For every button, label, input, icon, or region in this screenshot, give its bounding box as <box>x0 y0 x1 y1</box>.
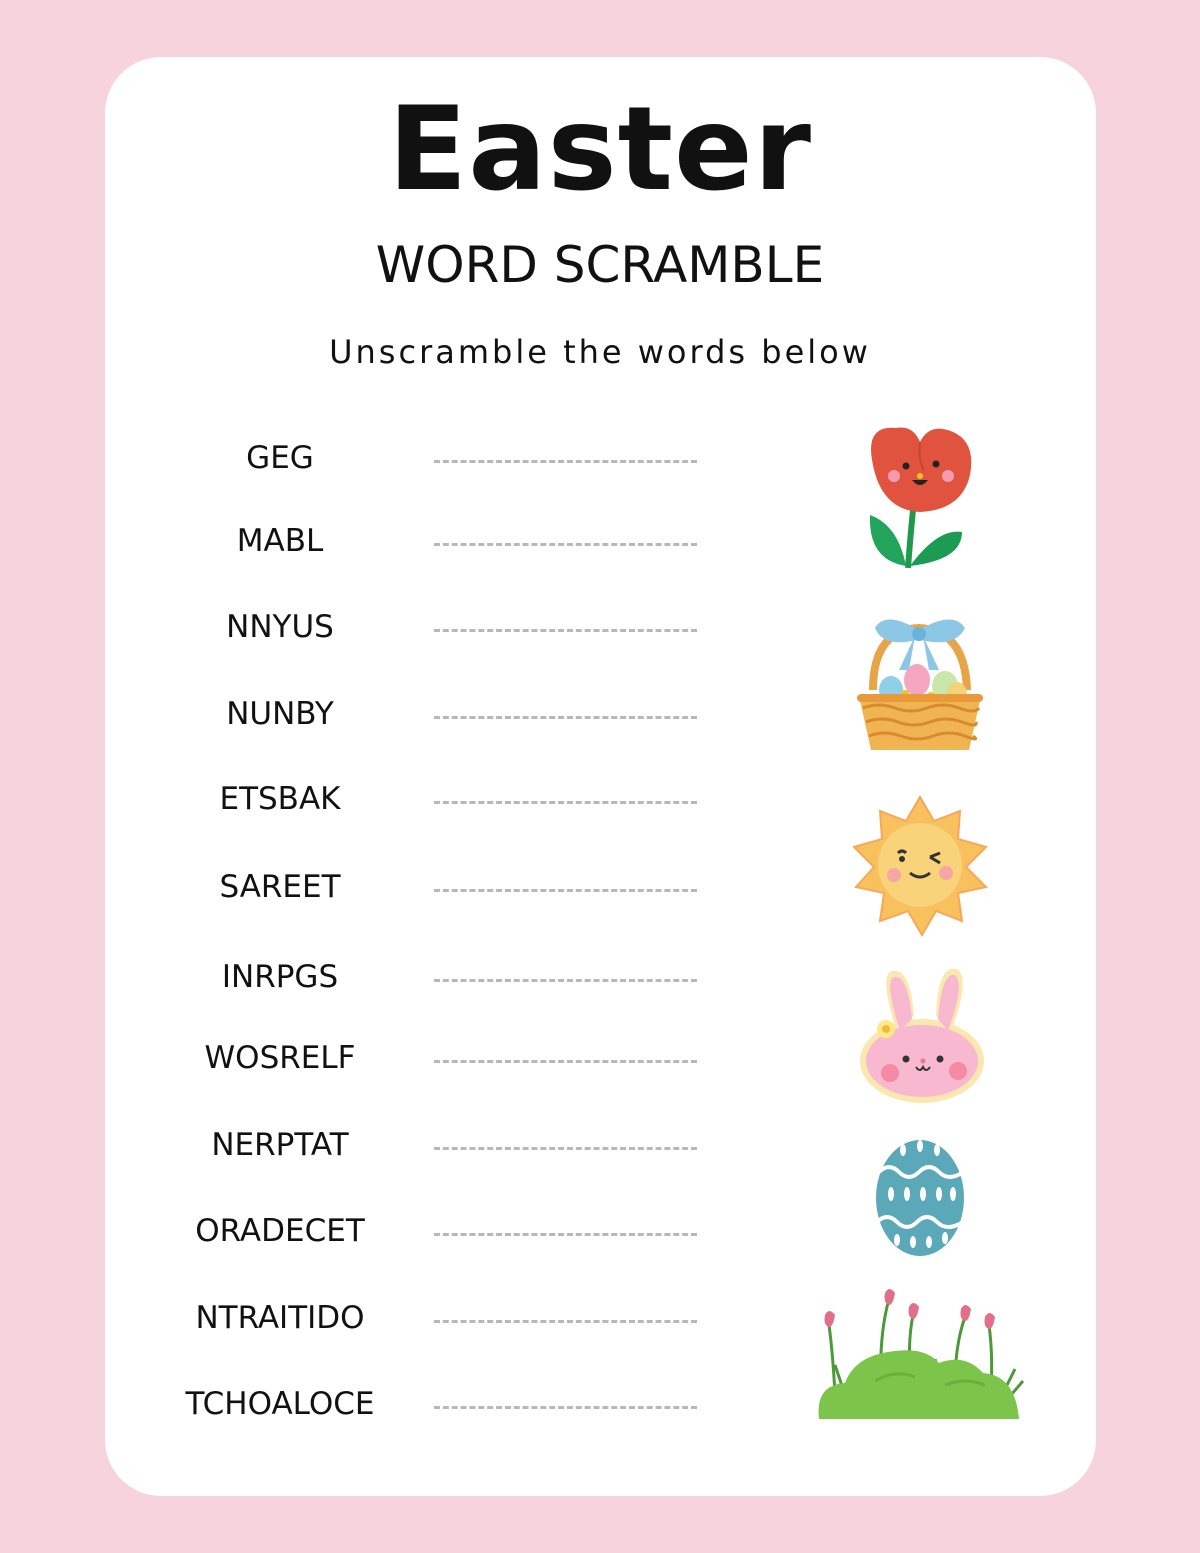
answer-line[interactable] <box>434 979 697 982</box>
list-item <box>0 1211 760 1251</box>
list-item <box>0 521 760 561</box>
answer-line[interactable] <box>434 1233 697 1236</box>
answer-line[interactable] <box>434 543 697 546</box>
scrambled-word: NUNBY <box>226 696 334 732</box>
answer-line[interactable] <box>434 1147 697 1150</box>
scrambled-word: TCHOALOCE <box>185 1386 375 1422</box>
list-item <box>0 957 760 997</box>
list-item <box>0 1384 760 1424</box>
answer-line[interactable] <box>434 1060 697 1063</box>
page-subtitle: WORD SCRAMBLE <box>375 236 825 294</box>
easter-egg-icon <box>873 1132 968 1257</box>
list-item <box>0 867 760 907</box>
answer-line[interactable] <box>434 460 697 463</box>
list-item <box>0 607 760 647</box>
scrambled-word: INRPGS <box>221 959 339 995</box>
scrambled-word: NNYUS <box>226 609 334 645</box>
list-item <box>0 1038 760 1078</box>
answer-line[interactable] <box>434 716 697 719</box>
instruction-text: Unscramble the words below <box>329 333 871 371</box>
scrambled-word: MABL <box>236 523 324 559</box>
scrambled-word: NTRAITIDO <box>195 1300 365 1336</box>
grass-flowers-icon <box>815 1285 1025 1425</box>
scrambled-word: ORADECET <box>195 1213 365 1249</box>
tulip-icon <box>858 420 983 575</box>
scrambled-word: WOSRELF <box>204 1040 356 1076</box>
scrambled-word: NERPTAT <box>211 1127 349 1163</box>
page-title: Easter <box>388 82 812 217</box>
scrambled-word: SAREET <box>219 869 341 905</box>
bunny-icon <box>858 965 988 1105</box>
scrambled-word: ETSBAK <box>219 781 341 817</box>
answer-line[interactable] <box>434 889 697 892</box>
answer-line[interactable] <box>434 1320 697 1323</box>
answer-line[interactable] <box>434 1406 697 1409</box>
sun-icon <box>850 793 990 938</box>
list-item <box>0 694 760 734</box>
easter-basket-icon <box>855 610 985 755</box>
list-item <box>0 1125 760 1165</box>
list-item <box>0 1298 760 1338</box>
scrambled-word: GEG <box>246 440 314 476</box>
answer-line[interactable] <box>434 629 697 632</box>
answer-line[interactable] <box>434 801 697 804</box>
list-item <box>0 779 760 819</box>
list-item <box>0 438 760 478</box>
